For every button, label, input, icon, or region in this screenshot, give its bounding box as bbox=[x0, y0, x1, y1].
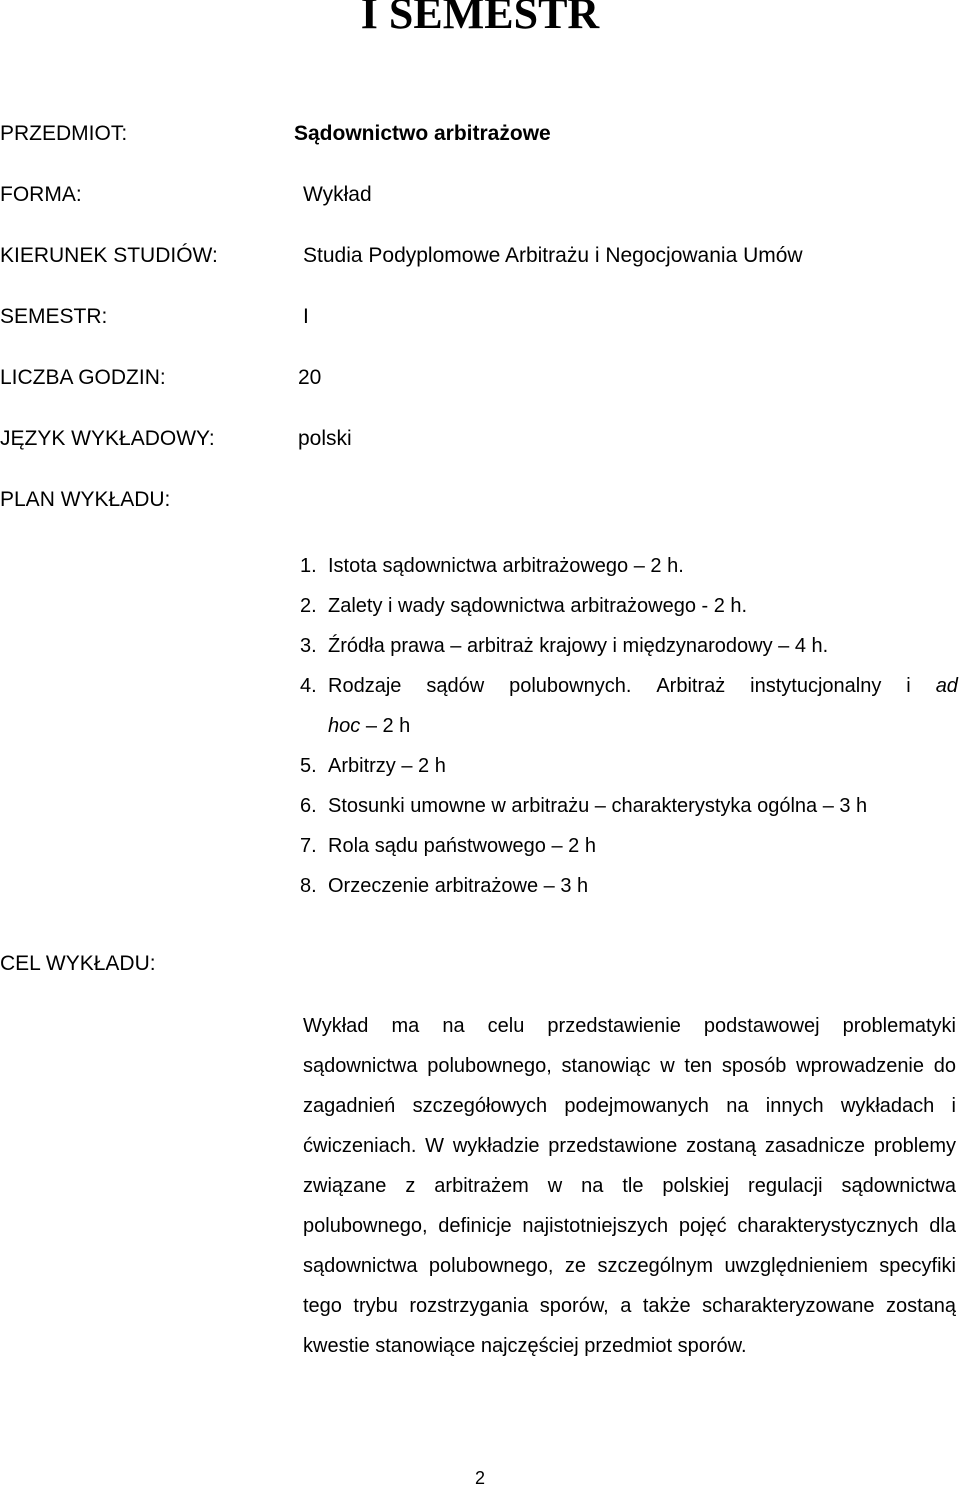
field-value: polski bbox=[298, 427, 352, 450]
field-label: FORMA: bbox=[0, 183, 82, 206]
goal-paragraph: Wykład ma na celu przedstawienie podstawowej problematyki sądownictwa polubownego, stanowiąc w ten sposób wprowadzenie do zagadnień szczegółowych podejmowanych na innych wykładach i ćwiczeniach. W wykładzie przedstawione zostaną zasadnicze problemy związane z arbitrażem w na tle polskiej regulacji sądownictwa polubownego, definicje najistotniejszych pojęć charakterystycznych dla sądownictwa polubownego, ze szczególnym uwzględnieniem specyfiki tego trybu rozstrzygania sporów, a także scharakteryzowane zostaną kwestie stanowiące najczęściej przedmiot sporów. bbox=[303, 1015, 956, 1357]
plan-item bbox=[300, 666, 958, 746]
plan-item-text: Istota sądownictwa arbitrażowego – 2 h. bbox=[328, 555, 684, 577]
plan-item-text-line bbox=[328, 666, 958, 706]
plan-item-word: instytucjonalny bbox=[750, 675, 882, 697]
plan-item-number: 4. bbox=[300, 675, 317, 697]
field-value: Sądownictwo arbitrażowe bbox=[294, 122, 551, 145]
field-label: LICZBA GODZIN: bbox=[0, 366, 166, 389]
plan-item-number: 6. bbox=[300, 795, 317, 817]
plan-item-word: – 2 h bbox=[365, 715, 411, 737]
plan-item-text: Arbitrzy – 2 h bbox=[328, 755, 446, 777]
field-label: PRZEDMIOT: bbox=[0, 122, 128, 145]
plan-item-word: hoc bbox=[328, 715, 361, 737]
plan-item-word: polubownych. bbox=[509, 675, 632, 697]
plan-item-number: 7. bbox=[300, 835, 317, 857]
plan-item-word: i bbox=[906, 675, 911, 697]
plan-item-number: 2. bbox=[300, 595, 317, 617]
plan-item-text: Orzeczenie arbitrażowe – 3 h bbox=[328, 875, 589, 897]
plan-item-number: 1. bbox=[300, 555, 317, 577]
plan-item-number: 3. bbox=[300, 635, 317, 657]
goal-label: CEL WYKŁADU: bbox=[0, 952, 156, 975]
plan-item-text: Rola sądu państwowego – 2 h bbox=[328, 835, 596, 857]
plan-item-word: Rodzaje bbox=[328, 675, 402, 697]
plan-item bbox=[300, 546, 958, 586]
plan-item bbox=[300, 586, 958, 626]
plan-item-text: Źródła prawa – arbitraż krajowy i międzynarodowy – 4 h. bbox=[328, 635, 829, 657]
plan-item-number: 8. bbox=[300, 875, 317, 897]
plan-item-word: Arbitraż bbox=[656, 675, 726, 697]
field-value: I bbox=[303, 305, 309, 328]
plan-label: PLAN WYKŁADU: bbox=[0, 488, 171, 511]
field-value: Wykład bbox=[303, 183, 372, 206]
page-title: I SEMESTR bbox=[360, 0, 600, 38]
plan-item bbox=[300, 786, 958, 826]
field-value: 20 bbox=[298, 366, 322, 389]
plan-item-word: sądów bbox=[426, 675, 485, 697]
field-label: KIERUNEK STUDIÓW: bbox=[0, 244, 218, 267]
field-value: Studia Podyplomowe Arbitrażu i Negocjowania Umów bbox=[303, 244, 803, 267]
plan-item-text-line bbox=[328, 706, 958, 746]
plan-item bbox=[300, 746, 958, 786]
page-number: 2 bbox=[474, 1468, 485, 1488]
plan-item bbox=[300, 626, 958, 666]
plan-item bbox=[300, 826, 958, 866]
lecture-plan-list bbox=[300, 546, 958, 906]
field-label: SEMESTR: bbox=[0, 305, 108, 328]
plan-item-text: Stosunki umowne w arbitrażu – charakterystyka ogólna – 3 h bbox=[328, 795, 868, 817]
plan-item-number: 5. bbox=[300, 755, 317, 777]
plan-item-word: ad bbox=[935, 675, 958, 697]
plan-item-text: Zalety i wady sądownictwa arbitrażowego - 2 h. bbox=[328, 595, 748, 617]
field-label: JĘZYK WYKŁADOWY: bbox=[0, 427, 215, 450]
plan-item bbox=[300, 866, 958, 906]
